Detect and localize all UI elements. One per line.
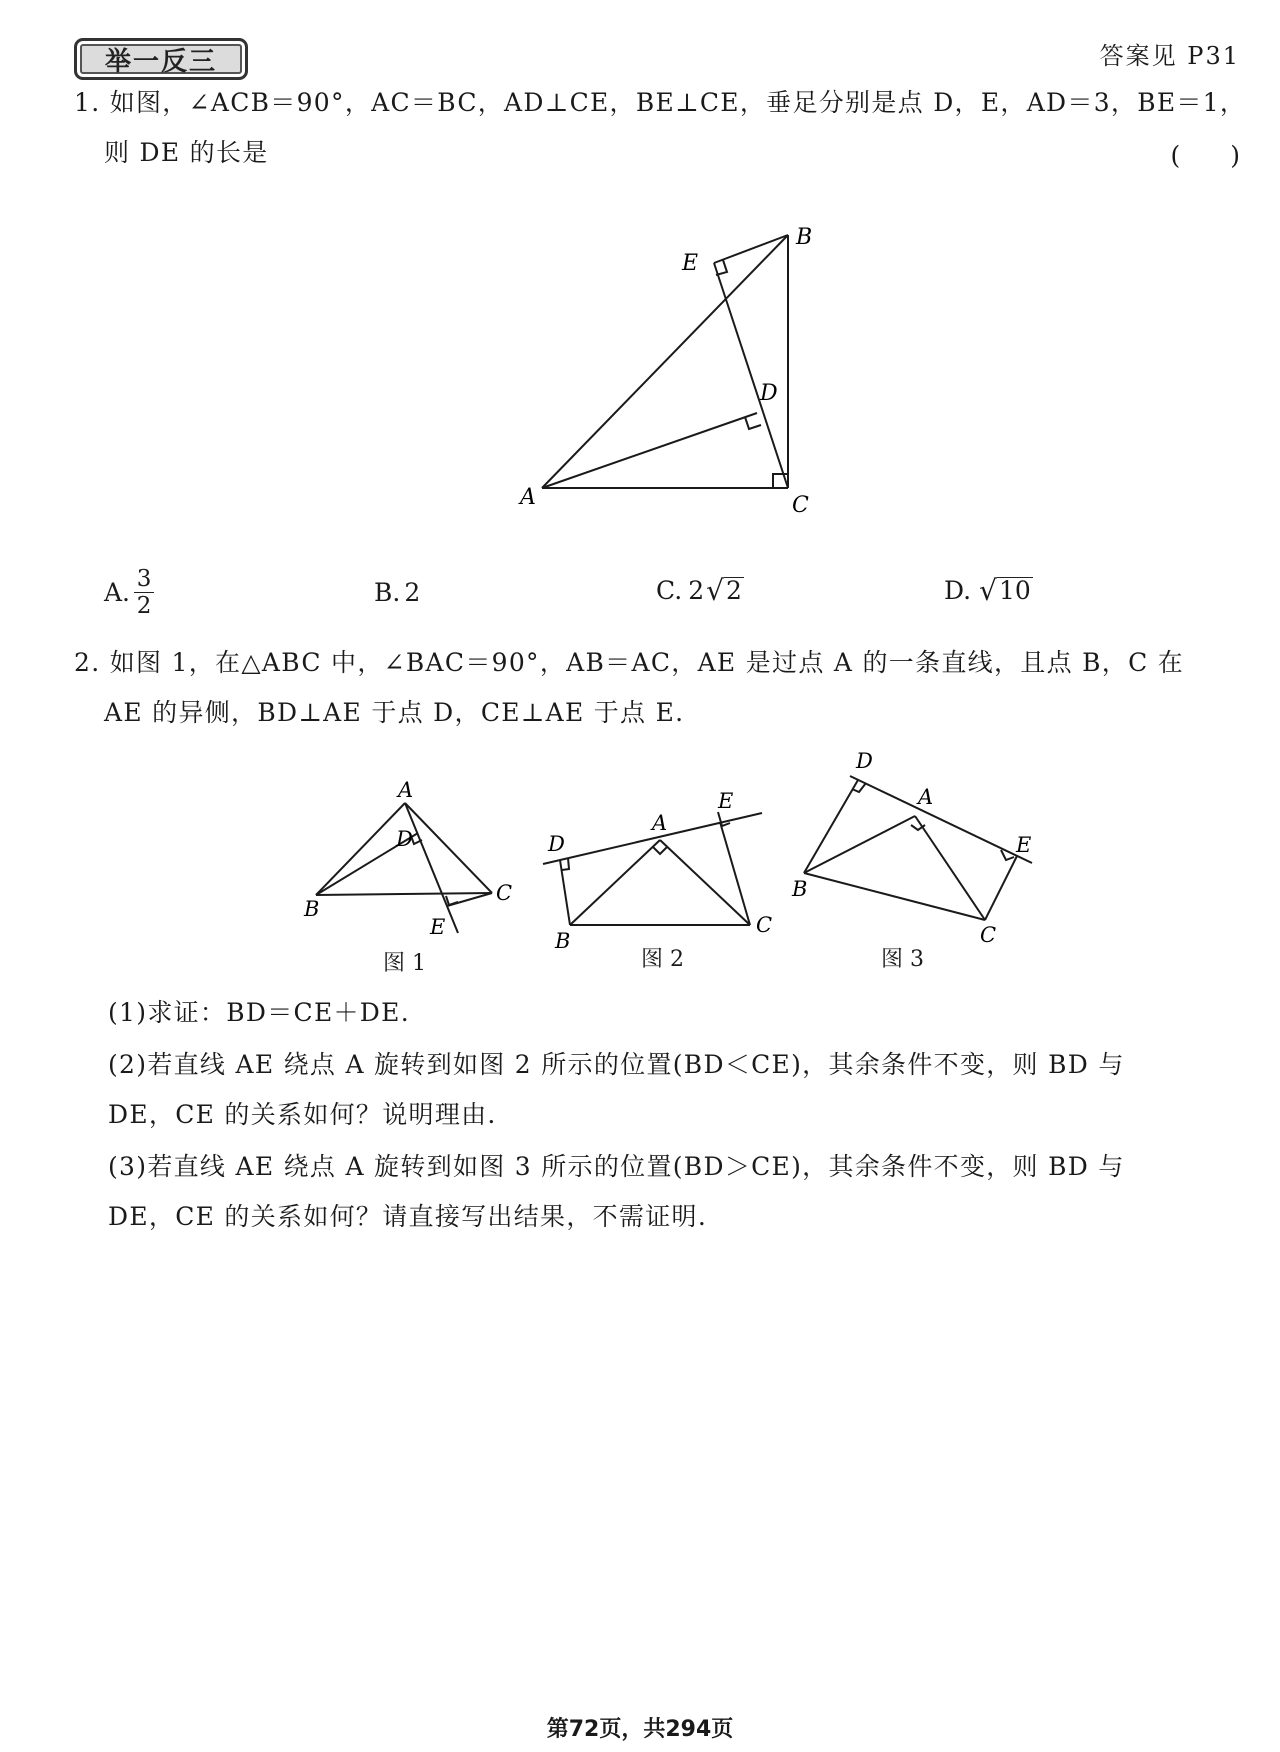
q1-option-c-coef: 2	[688, 576, 705, 605]
q2-text-line1: 2. 如图 1，在△ABC 中，∠BAC＝90°，AB＝AC，AE 是过点 A 的一条直线，且点 B，C 在	[74, 648, 1185, 677]
q1-option-d-label: D.	[944, 576, 972, 605]
q1-option-c-sqrt: √ 2	[706, 574, 742, 607]
q2-fig1-label-c: C	[496, 881, 513, 905]
q2-part1: (1)求证：BD＝CE＋DE.	[108, 998, 410, 1027]
q2-text-line2: AE 的异侧，BD⊥AE 于点 D，CE⊥AE 于点 E.	[104, 698, 685, 727]
q1-label-c: C	[792, 493, 809, 518]
q2-fig3-label-e: E	[1016, 833, 1032, 857]
q1-option-a-fraction	[134, 566, 154, 619]
q2-fig1-label-b: B	[304, 897, 320, 921]
q2-fig1-label-e: E	[430, 915, 446, 939]
q1-option-b-value: 2	[404, 578, 421, 607]
q2-figure-2-caption: 图 2	[641, 947, 684, 972]
q2-fig2-label-b: B	[555, 929, 571, 953]
q1-label-d: D	[760, 381, 778, 406]
q1-option-a-label: A.	[104, 578, 131, 607]
q1-option-c-label: C.	[656, 576, 683, 605]
q1-option-b	[374, 578, 420, 607]
q1-option-d-sqrt: √ 10	[979, 574, 1031, 607]
q1-option-a-numerator: 3	[136, 566, 152, 592]
q1-option-a-denominator: 2	[136, 593, 152, 619]
q2-part3-line1: (3)若直线 AE 绕点 A 旋转到如图 3 所示的位置(BD＞CE)，其余条件不变，则 BD 与	[108, 1152, 1125, 1181]
q2-figure-1	[316, 803, 492, 933]
q2-part3-line2: DE，CE 的关系如何？请直接写出结果，不需证明.	[108, 1202, 708, 1231]
q2-fig3-label-a: A	[918, 785, 934, 809]
q2-fig3-label-d: D	[856, 749, 873, 773]
q2-fig2-label-e: E	[718, 789, 734, 813]
q2-fig3-label-b: B	[792, 877, 808, 901]
q2-fig2-label-c: C	[756, 913, 773, 937]
q1-label-e: E	[682, 251, 699, 276]
q2-figure-2	[543, 812, 762, 925]
page-footer: 第72页，共294页	[546, 1717, 734, 1742]
q2-figure-3	[804, 776, 1032, 920]
q1-text-line1: 1. 如图，∠ACB＝90°，AC＝BC，AD⊥CE，BE⊥CE，垂足分别是点 D，E，AD＝3，BE＝1，	[74, 88, 1247, 117]
q2-fig1-label-a: A	[398, 778, 414, 802]
q2-fig1-label-d: D	[396, 827, 413, 851]
q2-fig2-label-a: A	[652, 811, 668, 835]
section-badge-label: 举一反三	[104, 46, 217, 77]
q2-figure-1-caption: 图 1	[383, 951, 426, 976]
q2-part2-line1: (2)若直线 AE 绕点 A 旋转到如图 2 所示的位置(BD＜CE)，其余条件不变，则 BD 与	[108, 1050, 1125, 1079]
q1-option-c	[656, 574, 744, 607]
q2-part2-line2: DE，CE 的关系如何？说明理由.	[108, 1100, 497, 1129]
q1-option-d	[944, 574, 1033, 607]
answer-reference: 答案见 P31	[1099, 42, 1240, 70]
section-badge	[74, 38, 248, 80]
q1-option-c-radicand: 2	[725, 576, 742, 605]
q1-option-d-radicand: 10	[998, 576, 1031, 605]
q1-answer-paren: ( )	[1170, 141, 1240, 170]
q2-fig2-label-d: D	[548, 832, 565, 856]
q1-option-a	[104, 566, 154, 619]
q2-figure-3-caption: 图 3	[881, 947, 924, 972]
q1-option-b-label: B.	[374, 578, 401, 607]
q1-text-line2: 则 DE 的长是	[104, 138, 269, 167]
q1-label-b: B	[796, 225, 813, 250]
q2-fig3-label-c: C	[980, 923, 997, 947]
q1-label-a: A	[520, 485, 536, 510]
